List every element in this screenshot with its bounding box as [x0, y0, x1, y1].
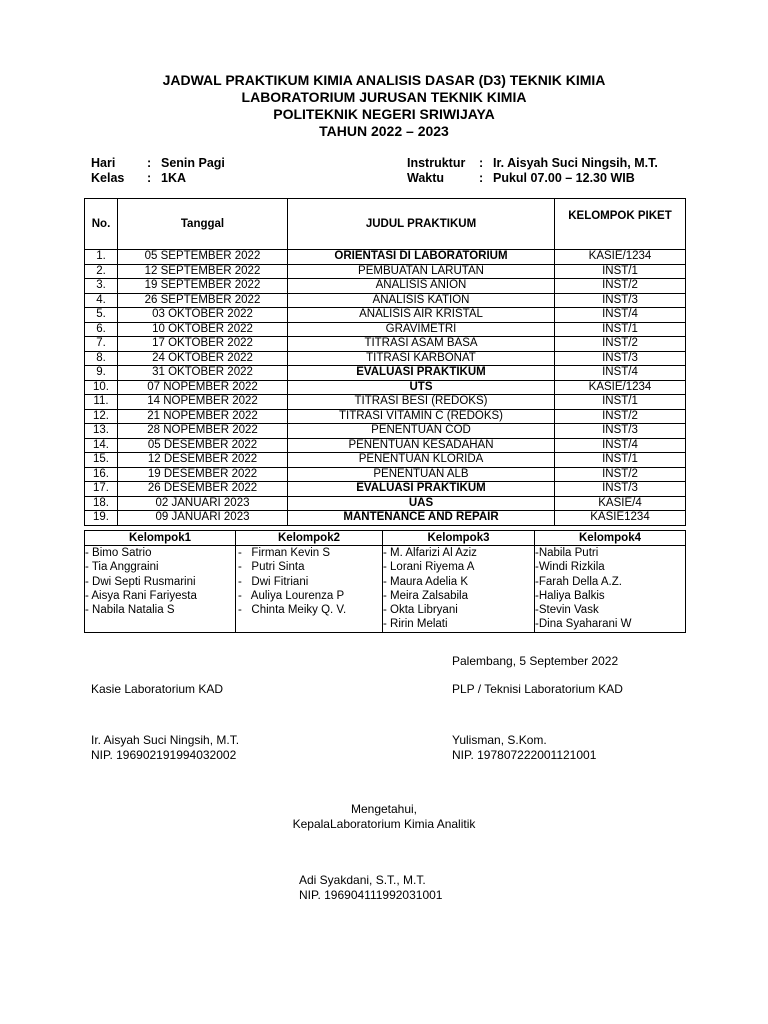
schedule-title-cell: MANTENANCE AND REPAIR: [288, 511, 555, 526]
schedule-title-cell: TITRASI ASAM BASA: [288, 337, 555, 352]
schedule-date-cell: 14 NOPEMBER 2022: [118, 395, 288, 410]
header-judul: JUDUL PRAKTIKUM: [288, 199, 555, 250]
schedule-date-cell: 31 OKTOBER 2022: [118, 366, 288, 381]
schedule-table: [84, 198, 686, 526]
left-signer-nip: NIP. 196902191994032002: [91, 748, 237, 762]
group-header: Kelompok2: [236, 531, 383, 546]
instruktur-label: Instruktur: [407, 156, 466, 170]
title-line: LABORATORIUM JURUSAN TEKNIK KIMIA: [241, 89, 527, 105]
group-member: - Dwi Septi Rusmarini: [85, 575, 196, 588]
left-signer-role: Kasie Laboratorium KAD: [91, 682, 224, 696]
group-member: -Dina Syaharani W: [535, 618, 632, 631]
group-header: Kelompok3: [383, 531, 535, 546]
schedule-date-cell: 19 DESEMBER 2022: [118, 467, 288, 482]
schedule-date-cell: 12 SEPTEMBER 2022: [118, 264, 288, 279]
schedule-piket-cell: INST/4: [555, 438, 686, 453]
schedule-title-cell: ORIENTASI DI LABORATORIUM: [288, 250, 555, 265]
schedule-date-cell: 05 SEPTEMBER 2022: [118, 250, 288, 265]
schedule-row: [85, 511, 686, 526]
schedule-header-row: [85, 199, 686, 250]
mengetahui-label: Mengetahui,: [350, 802, 418, 816]
groups-table: [84, 530, 686, 633]
schedule-row: [85, 337, 686, 352]
group-members: [383, 546, 535, 633]
group-member: - M. Alfarizi Al Aziz: [383, 547, 477, 559]
schedule-no-cell: 14.: [85, 438, 118, 453]
schedule-date-cell: 28 NOPEMBER 2022: [118, 424, 288, 439]
title-line: JADWAL PRAKTIKUM KIMIA ANALISIS DASAR (D3) TEKNIK KIMIA: [162, 72, 606, 88]
kelas-label: Kelas: [91, 171, 125, 185]
schedule-date-cell: 10 OKTOBER 2022: [118, 322, 288, 337]
schedule-no-cell: 11.: [85, 395, 118, 410]
schedule-date-cell: 12 DESEMBER 2022: [118, 453, 288, 468]
group-member: - Meira Zalsabila: [383, 589, 468, 602]
schedule-piket-cell: INST/1: [555, 453, 686, 468]
schedule-date-cell: 26 DESEMBER 2022: [118, 482, 288, 497]
info-left: [91, 156, 225, 186]
schedule-row: [85, 264, 686, 279]
schedule-no-cell: 15.: [85, 453, 118, 468]
schedule-title-cell: ANALISIS ANION: [288, 279, 555, 294]
group-member: - Auliya Lourenza P: [238, 589, 345, 602]
group-members: [535, 546, 686, 633]
schedule-title-cell: UTS: [288, 380, 555, 395]
schedule-piket-cell: INST/3: [555, 351, 686, 366]
schedule-no-cell: 3.: [85, 279, 118, 294]
group-member: -Stevin Vask: [535, 604, 599, 617]
schedule-date-cell: 09 JANUARI 2023: [118, 511, 288, 526]
group-member: -Nabila Putri: [535, 547, 599, 559]
schedule-no-cell: 2.: [85, 264, 118, 279]
schedule-piket-cell: KASIE1234: [555, 511, 686, 526]
schedule-row: [85, 250, 686, 265]
group-member: - Chinta Meiky Q. V.: [238, 604, 347, 617]
schedule-no-cell: 17.: [85, 482, 118, 497]
hari-value: Senin Pagi: [161, 156, 225, 170]
schedule-no-cell: 13.: [85, 424, 118, 439]
header-no: No.: [85, 199, 118, 250]
hari-label: Hari: [91, 156, 116, 170]
schedule-piket-cell: INST/2: [555, 337, 686, 352]
groups-members-row: [85, 546, 686, 633]
schedule-title-cell: PENENTUAN KLORIDA: [288, 453, 555, 468]
schedule-piket-cell: INST/4: [555, 308, 686, 323]
schedule-row: [85, 453, 686, 468]
schedule-row: [85, 308, 686, 323]
group-member: - Lorani Riyema A: [383, 561, 475, 574]
group-member: - Maura Adelia K: [383, 575, 469, 588]
schedule-date-cell: 02 JANUARI 2023: [118, 496, 288, 511]
schedule-no-cell: 6.: [85, 322, 118, 337]
group-member: -Windi Rizkila: [535, 561, 605, 574]
right-signer-role: PLP / Teknisi Laboratorium KAD: [452, 682, 623, 696]
group-member: -Haliya Balkis: [535, 589, 605, 602]
schedule-title-cell: UAS: [288, 496, 555, 511]
schedule-date-cell: 21 NOPEMBER 2022: [118, 409, 288, 424]
schedule-no-cell: 10.: [85, 380, 118, 395]
schedule-row: [85, 279, 686, 294]
schedule-row: [85, 380, 686, 395]
schedule-row: [85, 496, 686, 511]
schedule-piket-cell: INST/1: [555, 264, 686, 279]
schedule-piket-cell: INST/2: [555, 409, 686, 424]
group-member: - Bimo Satrio: [85, 547, 152, 559]
schedule-row: [85, 366, 686, 381]
schedule-piket-cell: INST/3: [555, 293, 686, 308]
schedule-no-cell: 12.: [85, 409, 118, 424]
schedule-title-cell: PENENTUAN ALB: [288, 467, 555, 482]
group-member: - Okta Libryani: [383, 604, 458, 617]
kelas-value: 1KA: [161, 171, 187, 185]
document-title: [0, 72, 768, 140]
schedule-title-cell: TITRASI KARBONAT: [288, 351, 555, 366]
group-member: - Ririn Melati: [383, 618, 448, 631]
schedule-title-cell: PENENTUAN COD: [288, 424, 555, 439]
group-member: - Firman Kevin S: [238, 547, 331, 559]
instruktur-value: Ir. Aisyah Suci Ningsih, M.T.: [493, 156, 658, 170]
group-members: [85, 546, 236, 633]
schedule-row: [85, 482, 686, 497]
schedule-piket-cell: INST/3: [555, 482, 686, 497]
waktu-value: Pukul 07.00 – 12.30 WIB: [493, 171, 635, 185]
schedule-piket-cell: INST/4: [555, 366, 686, 381]
colon: :: [147, 156, 152, 170]
schedule-piket-cell: INST/1: [555, 322, 686, 337]
group-member: - Nabila Natalia S: [85, 604, 175, 617]
schedule-date-cell: 19 SEPTEMBER 2022: [118, 279, 288, 294]
schedule-piket-cell: KASIE/4: [555, 496, 686, 511]
right-signer-nip: NIP. 197807222001121001: [452, 748, 597, 762]
title-line: TAHUN 2022 – 2023: [319, 123, 449, 139]
groups-header-row: [85, 531, 686, 546]
schedule-piket-cell: INST/1: [555, 395, 686, 410]
schedule-no-cell: 8.: [85, 351, 118, 366]
group-member: - Tia Anggraini: [85, 561, 159, 574]
schedule-no-cell: 5.: [85, 308, 118, 323]
schedule-title-cell: ANALISIS AIR KRISTAL: [288, 308, 555, 323]
header-kelompok-piket: KELOMPOK PIKET: [555, 199, 686, 250]
schedule-title-cell: ANALISIS KATION: [288, 293, 555, 308]
schedule-no-cell: 4.: [85, 293, 118, 308]
schedule-piket-cell: INST/2: [555, 467, 686, 482]
group-members: [236, 546, 383, 633]
schedule-date-cell: 07 NOPEMBER 2022: [118, 380, 288, 395]
schedule-row: [85, 322, 686, 337]
colon: :: [479, 156, 484, 170]
schedule-row: [85, 293, 686, 308]
group-header: Kelompok1: [85, 531, 236, 546]
group-header: Kelompok4: [535, 531, 686, 546]
info-right: [407, 156, 658, 186]
schedule-no-cell: 1.: [85, 250, 118, 265]
schedule-row: [85, 438, 686, 453]
schedule-no-cell: 16.: [85, 467, 118, 482]
head-signer-role: KepalaLaboratorium Kimia Analitik: [292, 817, 476, 831]
head-signer-nip: NIP. 196904111992031001: [299, 888, 443, 902]
schedule-no-cell: 18.: [85, 496, 118, 511]
group-member: - Putri Sinta: [238, 561, 305, 574]
schedule-piket-cell: KASIE/1234: [555, 250, 686, 265]
schedule-piket-cell: KASIE/1234: [555, 380, 686, 395]
schedule-row: [85, 409, 686, 424]
schedule-title-cell: TITRASI VITAMIN C (REDOKS): [288, 409, 555, 424]
schedule-title-cell: EVALUASI PRAKTIKUM: [288, 482, 555, 497]
schedule-title-cell: GRAVIMETRI: [288, 322, 555, 337]
schedule-row: [85, 351, 686, 366]
schedule-no-cell: 7.: [85, 337, 118, 352]
schedule-row: [85, 424, 686, 439]
schedule-row: [85, 395, 686, 410]
schedule-date-cell: 24 OKTOBER 2022: [118, 351, 288, 366]
schedule-title-cell: PENENTUAN KESADAHAN: [288, 438, 555, 453]
schedule-piket-cell: INST/3: [555, 424, 686, 439]
schedule-title-cell: TITRASI BESI (REDOKS): [288, 395, 555, 410]
schedule-date-cell: 26 SEPTEMBER 2022: [118, 293, 288, 308]
schedule-no-cell: 9.: [85, 366, 118, 381]
head-signer-name: Adi Syakdani, S.T., M.T.: [299, 873, 426, 887]
group-member: -Farah Della A.Z.: [535, 575, 622, 588]
schedule-piket-cell: INST/2: [555, 279, 686, 294]
schedule-date-cell: 05 DESEMBER 2022: [118, 438, 288, 453]
schedule-date-cell: 17 OKTOBER 2022: [118, 337, 288, 352]
title-line: POLITEKNIK NEGERI SRIWIJAYA: [273, 106, 495, 122]
schedule-date-cell: 03 OKTOBER 2022: [118, 308, 288, 323]
place-date: Palembang, 5 September 2022: [452, 654, 619, 668]
schedule-row: [85, 467, 686, 482]
schedule-no-cell: 19.: [85, 511, 118, 526]
left-signer-name: Ir. Aisyah Suci Ningsih, M.T.: [91, 733, 240, 747]
colon: :: [479, 171, 484, 185]
schedule-title-cell: PEMBUATAN LARUTAN: [288, 264, 555, 279]
waktu-label: Waktu: [407, 171, 445, 185]
header-tanggal: Tanggal: [118, 199, 288, 250]
right-signer-name: Yulisman, S.Kom.: [452, 733, 547, 747]
colon: :: [147, 171, 152, 185]
schedule-title-cell: EVALUASI PRAKTIKUM: [288, 366, 555, 381]
group-member: - Dwi Fitriani: [238, 575, 309, 588]
group-member: - Aisya Rani Fariyesta: [85, 589, 197, 602]
